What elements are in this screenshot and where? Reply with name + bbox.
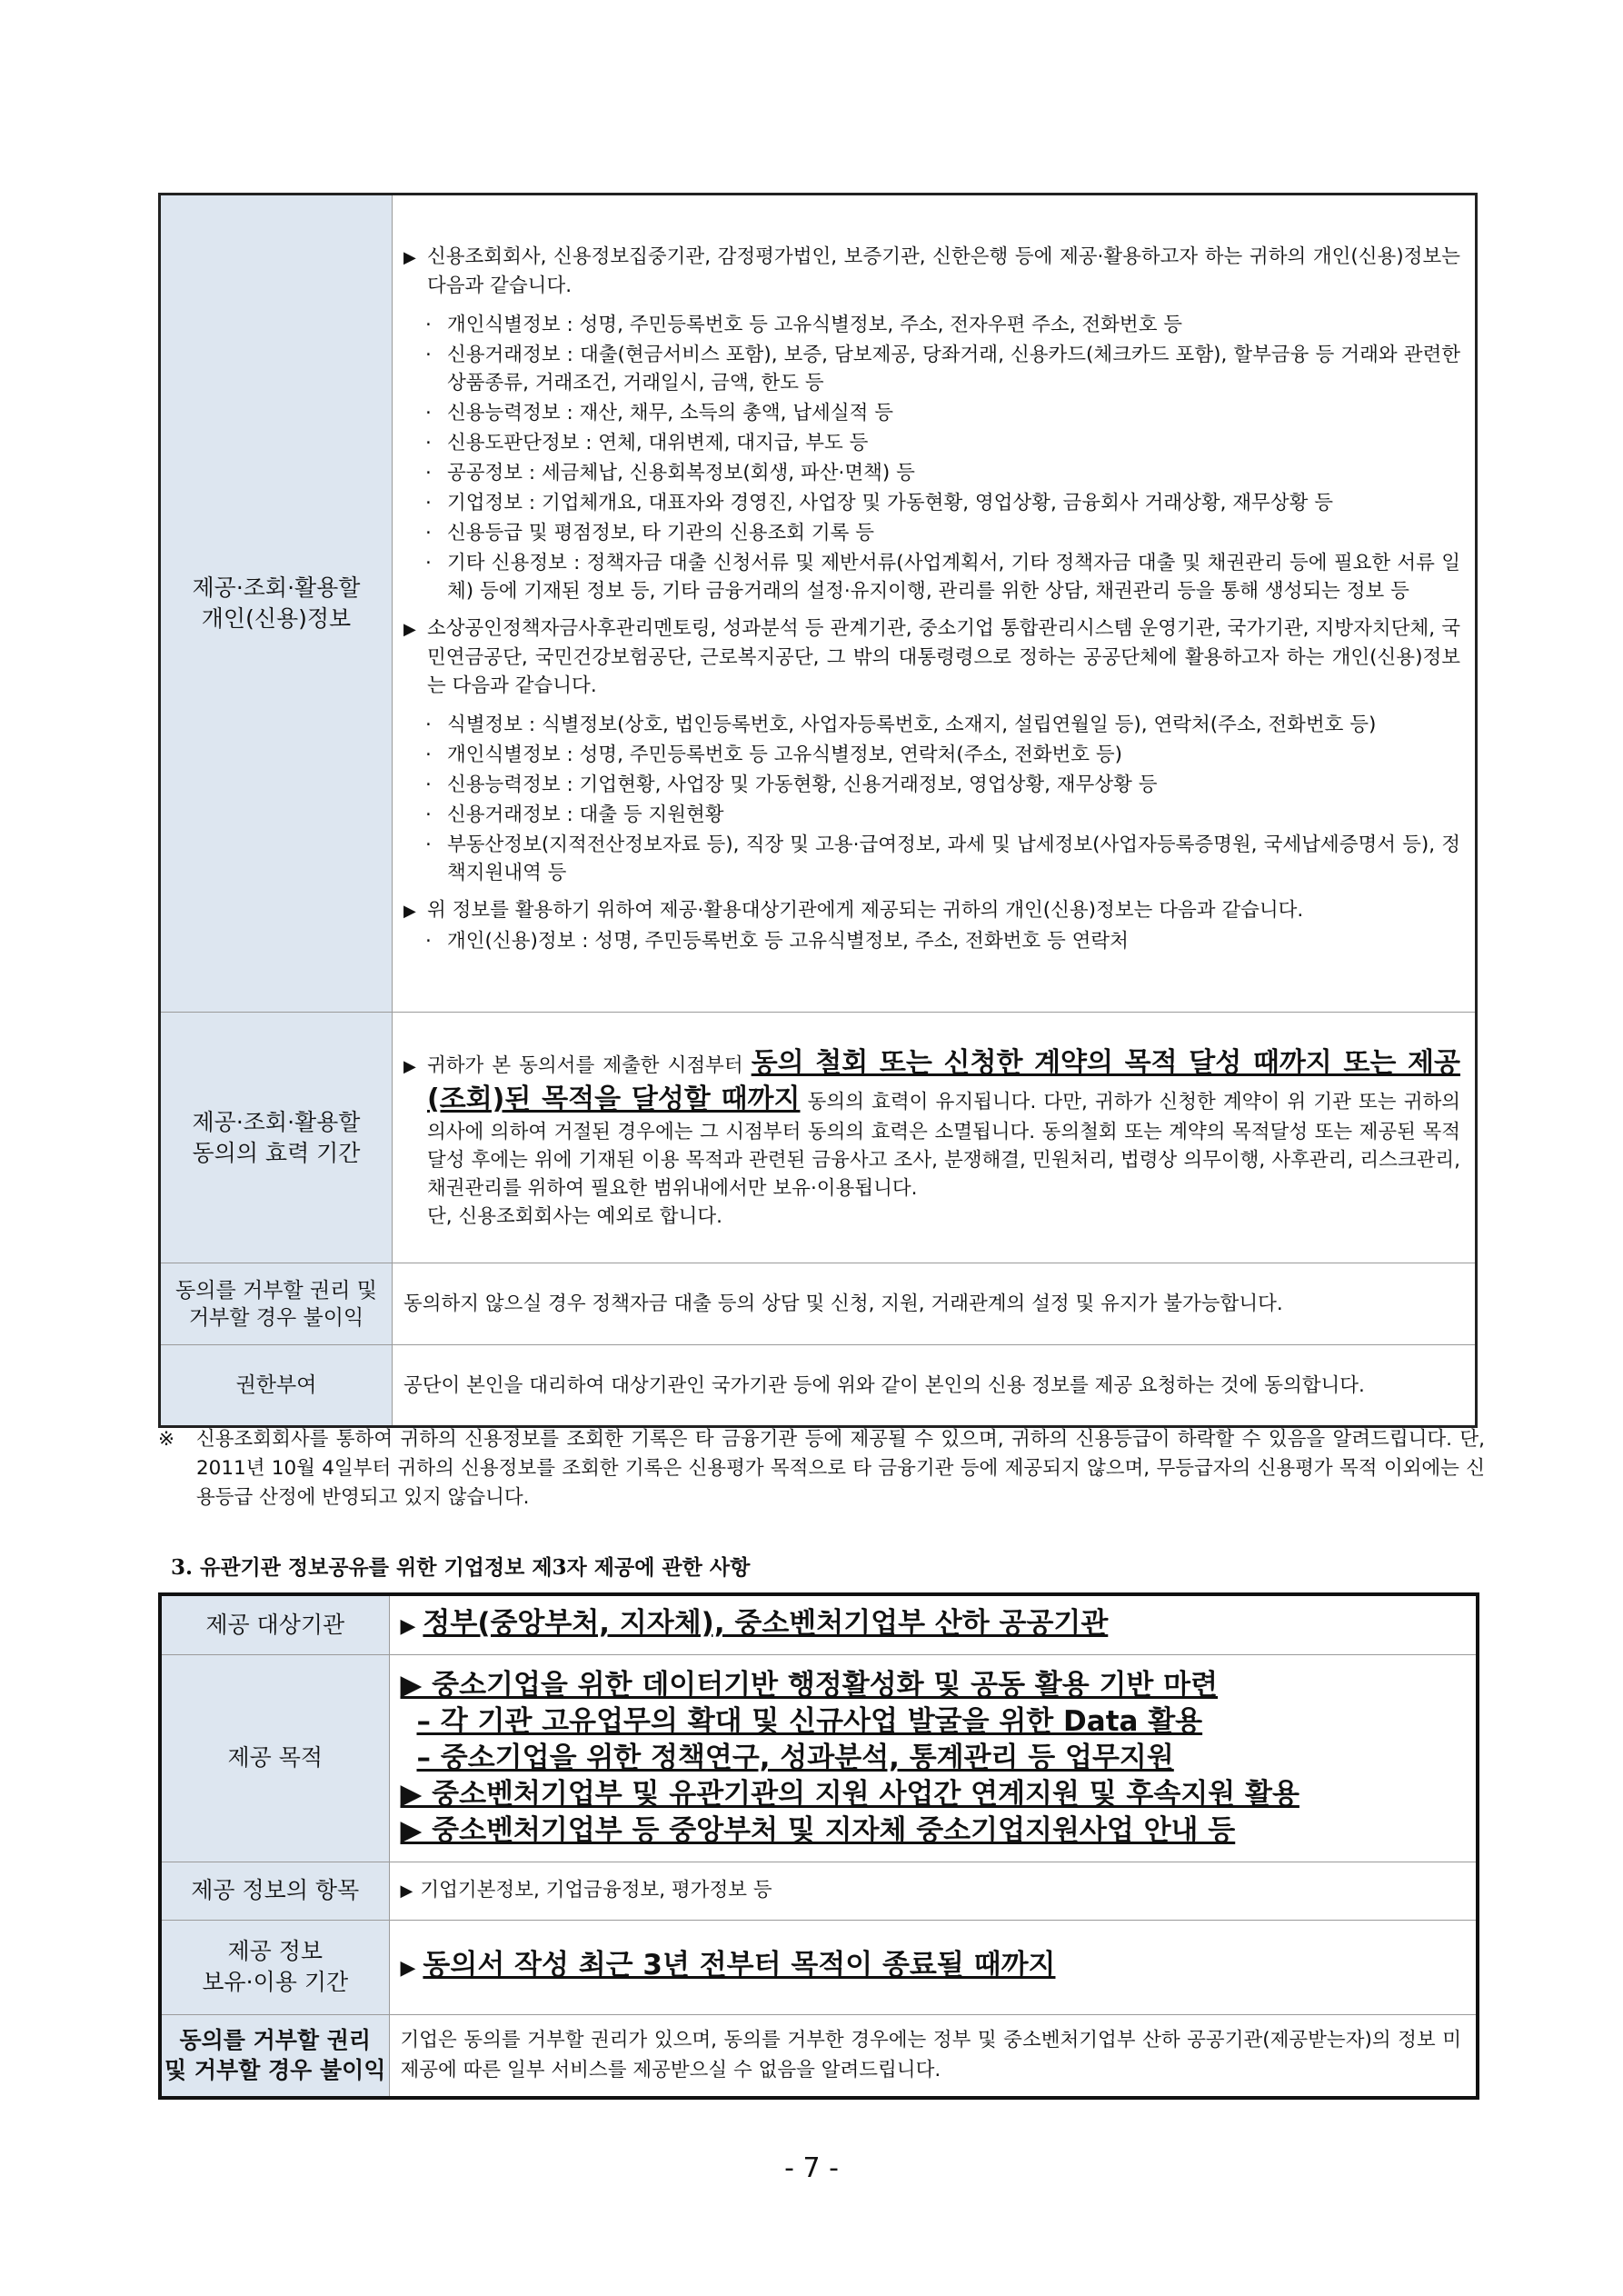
triangle-bullet-icon: ▶	[400, 1614, 416, 1638]
middle-dot-icon: ·	[425, 774, 432, 796]
purpose-line: ▶ 중소기업을 위한 데이터기반 행정활성화 및 공동 활용 기반 마련	[400, 1669, 1219, 1702]
content-validity-period	[393, 1013, 1477, 1263]
middle-dot-icon: ·	[425, 804, 432, 826]
triangle-bullet-icon: ▶	[403, 620, 416, 639]
row-target	[160, 1594, 1478, 1654]
middle-dot-icon: ·	[425, 314, 432, 336]
sub-list-item: · 기타 신용정보 : 정책자금 대출 신청서류 및 제반서류(사업계획서, 기타 정책자금 대출 및 채권관리 등에 필요한 서류 일체) 등에 기재된 정보 등, 기타 금융거래의 설정·유지이행, 관리를 위한 상담, 채권관리 등을 통해 생성되는 정보 등	[403, 549, 1460, 605]
sub-list-item: · 신용능력정보 : 기업현황, 사업장 및 가동현황, 신용거래정보, 영업상황, 재무상황 등	[403, 771, 1460, 799]
content-authorization: 공단이 본인을 대리하여 대상기관인 국가기관 등에 위와 같이 본인의 신용 정보를 제공 요청하는 것에 동의합니다.	[393, 1345, 1477, 1427]
content-target	[389, 1594, 1478, 1654]
sub-list-item: · 개인식별정보 : 성명, 주민등록번호 등 고유식별정보, 연락처(주소, 전화번호 등)	[403, 741, 1460, 769]
row-refuse-right	[160, 1263, 1477, 1345]
period-text: 동의서 작성 최근 3년 전부터 목적이 종료될 때까지	[423, 1949, 1056, 1982]
content-refuse-right: 동의하지 않으실 경우 정책자금 대출 등의 상담 및 신청, 지원, 거래관계의 설정 및 유지가 불가능합니다.	[393, 1263, 1477, 1345]
reference-mark: ※	[158, 1428, 175, 1451]
row-refuse	[160, 2014, 1478, 2098]
page-number: - 7 -	[784, 2152, 839, 2184]
triangle-bullet-icon: ▶	[403, 1056, 416, 1076]
row-info-items	[160, 195, 1477, 1013]
label-text: 권한부여	[235, 1373, 317, 1397]
sub-list-item: · 기업정보 : 기업체개요, 대표자와 경영진, 사업장 및 가동현황, 영업상황, 금융회사 거래상황, 재무상황 등	[403, 489, 1460, 517]
sub-list-item: · 부동산정보(지적전산정보자료 등), 직장 및 고용·급여정보, 과세 및 납세정보(사업자등록증명원, 국세납세증명서 등), 정책지원내역 등	[403, 831, 1460, 887]
label-items: 제공 정보의 항목	[160, 1862, 389, 1920]
bullet-item: ▶ 귀하가 본 동의서를 제출한 시점부터 동의 철회 또는 신청한 계약의 목적 달성 때까지 또는 제공(조회)된 목적을 달성할 때까지 동의의 효력이 유지됩니다. 다만, 귀하가 신청한 계약이 위 기관 또는 귀하의 의사에 의하여 거절된 경우에는 그 시점부터 동의의 효력은 소멸됩니다. 동의철회 또는 계약의 목적달성 또는 제공된 목적달성 후에는 위에 기재된 이용 목적과 관련된 금융사고 조사, 분쟁해결, 민원처리, 법령상 의무이행, 사후관리, 리스크관리, 채권관리를 위하여 필요한 범위내에서만 보유·이용됩니다.	[403, 1046, 1461, 1200]
middle-dot-icon: ·	[425, 522, 432, 544]
section-title: 3. 유관기관 정보공유를 위한 기업정보 제3자 제공에 관한 사항	[171, 1555, 751, 1580]
middle-dot-icon: ·	[425, 492, 432, 514]
sub-list-item: · 신용등급 및 평점정보, 타 기관의 신용조회 기록 등	[403, 519, 1460, 547]
sub-list-item: · 신용거래정보 : 대출(현금서비스 포함), 보증, 담보제공, 당좌거래, 신용카드(체크카드 포함), 할부금융 등 거래와 관련한 상품종류, 거래조건, 거래일시, 금액, 한도 등	[403, 341, 1460, 397]
bullet-item: ▶ 신용조회회사, 신용정보집중기관, 감정평가법인, 보증기관, 신한은행 등에 제공·활용하고자 하는 귀하의 개인(신용)정보는 다음과 같습니다.	[403, 245, 1460, 297]
target-text: 정부(중앙부처, 지자체), 중소벤처기업부 산하 공공기관	[423, 1606, 1109, 1640]
row-period	[160, 1920, 1478, 2014]
sub-list	[403, 711, 1460, 896]
middle-dot-icon: ·	[425, 344, 432, 366]
purpose-line: – 중소기업을 위한 정책연구, 성과분석, 통계관리 등 업무지원	[416, 1742, 1174, 1774]
label-purpose: 제공 목적	[160, 1654, 389, 1862]
middle-dot-icon: ·	[425, 402, 432, 424]
consent-table-third-party	[158, 1592, 1479, 2100]
middle-dot-icon: ·	[425, 432, 432, 454]
label-period: 제공 정보 보유·이용 기간	[160, 1920, 389, 2014]
triangle-bullet-icon: ▶	[403, 902, 416, 921]
sub-list-item: · 신용능력정보 : 재산, 채무, 소득의 총액, 납세실적 등	[403, 399, 1460, 427]
sub-list-item: · 개인식별정보 : 성명, 주민등록번호 등 고유식별정보, 주소, 전자우편 주소, 전화번호 등	[403, 311, 1460, 339]
label-refuse-right	[160, 1263, 393, 1345]
bullet-item: ▶ 소상공인정책자금사후관리멘토링, 성과분석 등 관계기관, 중소기업 통합관리시스템 운영기관, 국가기관, 지방자치단체, 국민연금공단, 국민건강보험공단, 근로복지공단, 그 밖의 대통령령으로 정하는 공공단체에 활용하고자 하는 개인(신용)정보는 다음과 같습니다.	[403, 617, 1460, 697]
row-purpose	[160, 1654, 1478, 1862]
label-text: 동의를 거부할 권리 및 거부할 경우 불이익	[175, 1278, 377, 1330]
sub-list-item: · 공공정보 : 세금체납, 신용회복정보(회생, 파산·면책) 등	[403, 459, 1460, 487]
label-info-items	[160, 195, 393, 1013]
triangle-bullet-icon: ▶	[400, 1957, 416, 1980]
purpose-line: ▶ 중소벤처기업부 및 유관기관의 지원 사업간 연계지원 및 후속지원 활용	[400, 1778, 1299, 1811]
row-authorization	[160, 1345, 1477, 1427]
label-authorization	[160, 1345, 393, 1427]
label-validity-period	[160, 1013, 393, 1263]
middle-dot-icon: ·	[425, 744, 432, 766]
consent-table-personal-info	[158, 193, 1478, 1428]
purpose-line: – 각 기관 고유업무의 확대 및 신규사업 발굴을 위한 Data 활용	[416, 1705, 1203, 1738]
bullet-item: ▶ 위 정보를 활용하기 위하여 제공·활용대상기관에게 제공되는 귀하의 개인(신용)정보는 다음과 같습니다.	[403, 896, 1460, 925]
content-refuse: 기업은 동의를 거부할 권리가 있으며, 동의를 거부한 경우에는 정부 및 중소벤처기업부 산하 공공기관(제공받는자)의 정보 미제공에 따른 일부 서비스를 제공받으실 수 없음을 알려드립니다.	[389, 2014, 1478, 2098]
middle-dot-icon: ·	[425, 930, 432, 953]
row-items	[160, 1862, 1478, 1920]
content-info-items	[393, 195, 1477, 1013]
sub-list-item: · 신용도판단정보 : 연체, 대위변제, 대지급, 부도 등	[403, 429, 1460, 457]
sub-list-item: · 식별정보 : 식별정보(상호, 법인등록번호, 사업자등록번호, 소재지, 설립연월일 등), 연락처(주소, 전화번호 등)	[403, 711, 1460, 739]
exception-note: 단, 신용조회회사는 예외로 합니다.	[427, 1204, 722, 1228]
triangle-bullet-icon: ▶	[403, 248, 416, 267]
middle-dot-icon: ·	[425, 462, 432, 484]
purpose-line: ▶ 중소벤처기업부 등 중앙부처 및 지자체 중소기업지원사업 안내 등	[400, 1814, 1236, 1847]
label-target: 제공 대상기관	[160, 1594, 389, 1654]
sub-list	[403, 311, 1460, 614]
footnote-text: 신용조회회사를 통하여 귀하의 신용정보를 조회한 기록은 타 금융기관 등에 제공될 수 있으며, 귀하의 신용등급이 하락할 수 있음을 알려드립니다. 단, 2011년 10월 4일부터 귀하의 신용정보를 조회한 기록은 신용평가 목적으로 타 금융기관 등에 제공되지 않으며, 무등급자의 신용평가 목적 이외에는 신용등급 산정에 반영되고 있지 않습니다.	[196, 1428, 1485, 1509]
footnote	[158, 1425, 1485, 1512]
sub-list-item: · 개인(신용)정보 : 성명, 주민등록번호 등 고유식별정보, 주소, 전화번호 등 연락처	[403, 927, 1460, 955]
content-period	[389, 1920, 1478, 2014]
triangle-bullet-icon: ▶	[400, 1882, 413, 1901]
sub-list-item: · 신용거래정보 : 대출 등 지원현황	[403, 801, 1460, 829]
middle-dot-icon: ·	[425, 552, 432, 574]
content-purpose	[389, 1654, 1478, 1862]
label-text: 제공·조회·활용할 동의의 효력 기간	[192, 1108, 361, 1166]
label-refuse: 동의를 거부할 권리 및 거부할 경우 불이익	[160, 2014, 389, 2098]
emphasis-text: 동의 철회 또는 신청한 계약의 목적 달성 때까지 또는 제공(조회)된 목적을 달성할 때까지	[427, 1046, 1460, 1115]
middle-dot-icon: ·	[425, 714, 432, 736]
sub-list	[403, 927, 1460, 964]
row-validity-period	[160, 1013, 1477, 1263]
label-text: 제공·조회·활용할 개인(신용)정보	[192, 574, 361, 632]
middle-dot-icon: ·	[425, 834, 432, 856]
content-items: ▶ 기업기본정보, 기업금융정보, 평가정보 등	[389, 1862, 1478, 1920]
